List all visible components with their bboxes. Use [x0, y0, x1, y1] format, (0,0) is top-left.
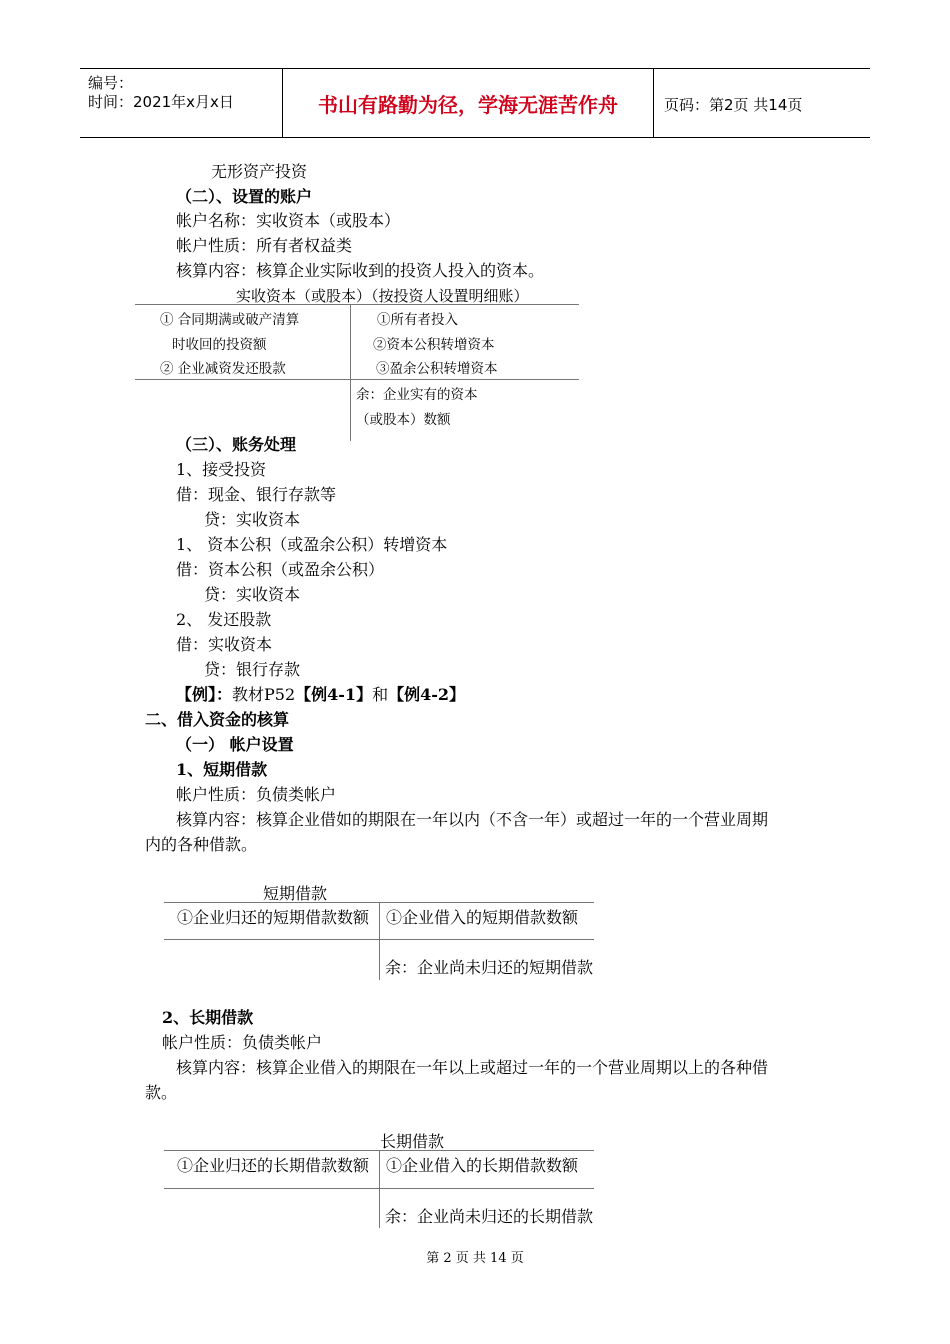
text-line: 核算内容：核算企业借如的期限在一年以内（不含一年）或超过一年的一个营业周期 [176, 810, 769, 829]
subsection-heading: （一） 帐户设置 [176, 735, 294, 754]
debit-entry: ② 企业减资发还股款 [160, 361, 286, 377]
t-account-balance-rule [135, 379, 579, 380]
text-line: 内的各种借款。 [145, 835, 258, 854]
balance-entry: 余：企业尚未归还的短期借款 [385, 958, 594, 977]
journal-debit: 借：实收资本 [176, 635, 273, 654]
page-header [80, 68, 870, 138]
page-footer: 第 2 页 共 14 页 [426, 1251, 524, 1266]
text-line: 1、接受投资 [176, 460, 267, 479]
credit-entry: ②资本公积转增资本 [373, 337, 495, 353]
conjunction: 和 [372, 685, 389, 704]
t-account-title: 实收资本（或股本）（按投资人设置明细账） [236, 287, 529, 305]
text-line: 款。 [145, 1083, 178, 1102]
subsection-heading: 2、长期借款 [162, 1008, 254, 1027]
header-meta-cell [80, 69, 283, 137]
document-number-label: 编号： [88, 74, 134, 92]
text-line: 帐户性质：负债类帐户 [176, 785, 337, 804]
t-account-title: 长期借款 [380, 1132, 445, 1151]
text-line: 无形资产投资 [211, 162, 308, 181]
text-line: 2、 发还股款 [176, 610, 272, 629]
balance-entry: 余：企业尚未归还的长期借款 [385, 1207, 594, 1226]
t-account-top-rule [135, 304, 579, 305]
credit-entry: ①企业借入的短期借款数额 [386, 908, 579, 927]
example-reference [176, 685, 465, 705]
t-account-divider [379, 1151, 380, 1228]
journal-credit: 贷：实收资本 [204, 510, 301, 529]
textbook-ref: 教材P52 [232, 685, 296, 704]
page-number-info: 页码：第2页 共14页 [664, 96, 803, 114]
t-account-divider [350, 305, 351, 441]
credit-entry: ③盈余公积转增资本 [376, 361, 498, 377]
t-account-divider [379, 903, 380, 980]
example-ref-1: 【例4-1】 [295, 685, 373, 704]
debit-entry: ① 合同期满或破产清算 [160, 312, 300, 328]
t-account-title: 短期借款 [263, 884, 328, 903]
section-heading: 二、借入资金的核算 [145, 710, 290, 729]
section-heading: （三）、账务处理 [176, 435, 297, 454]
text-line: 1、 资本公积（或盈余公积）转增资本 [176, 535, 448, 554]
journal-credit: 贷：银行存款 [204, 660, 301, 679]
document-date: 时间：2021年x月x日 [88, 93, 234, 111]
subsection-heading: 1、短期借款 [176, 760, 268, 779]
example-ref-2: 【例4-2】 [388, 685, 466, 704]
motto-text: 书山有路勤为径，学海无涯苦作舟 [318, 92, 618, 117]
t-account-balance-rule [164, 939, 594, 940]
text-line: 核算内容：核算企业借入的期限在一年以上或超过一年的一个营业周期以上的各种借 [176, 1058, 769, 1077]
journal-credit: 贷：实收资本 [204, 585, 301, 604]
journal-debit: 借：现金、银行存款等 [176, 485, 337, 504]
debit-entry: ①企业归还的短期借款数额 [177, 908, 370, 927]
text-line: 帐户性质：所有者权益类 [176, 236, 353, 255]
debit-entry: 时收回的投资额 [172, 337, 267, 353]
header-motto-cell [283, 69, 654, 137]
debit-entry: ①企业归还的长期借款数额 [177, 1156, 370, 1175]
text-line: 帐户名称：实收资本（或股本） [176, 211, 401, 230]
text-line: 核算内容：核算企业实际收到的投资人投入的资本。 [176, 261, 545, 280]
credit-entry: ①所有者投入 [377, 312, 458, 328]
balance-entry: 余：企业实有的资本 [356, 387, 478, 403]
journal-debit: 借：资本公积（或盈余公积） [176, 560, 385, 579]
credit-entry: ①企业借入的长期借款数额 [386, 1156, 579, 1175]
text-line: 帐户性质：负债类帐户 [162, 1033, 323, 1052]
t-account-balance-rule [164, 1188, 594, 1189]
section-heading: （二）、设置的账户 [176, 187, 313, 206]
example-label: 【例】： [176, 685, 233, 704]
balance-entry: （或股本）数额 [356, 412, 451, 428]
